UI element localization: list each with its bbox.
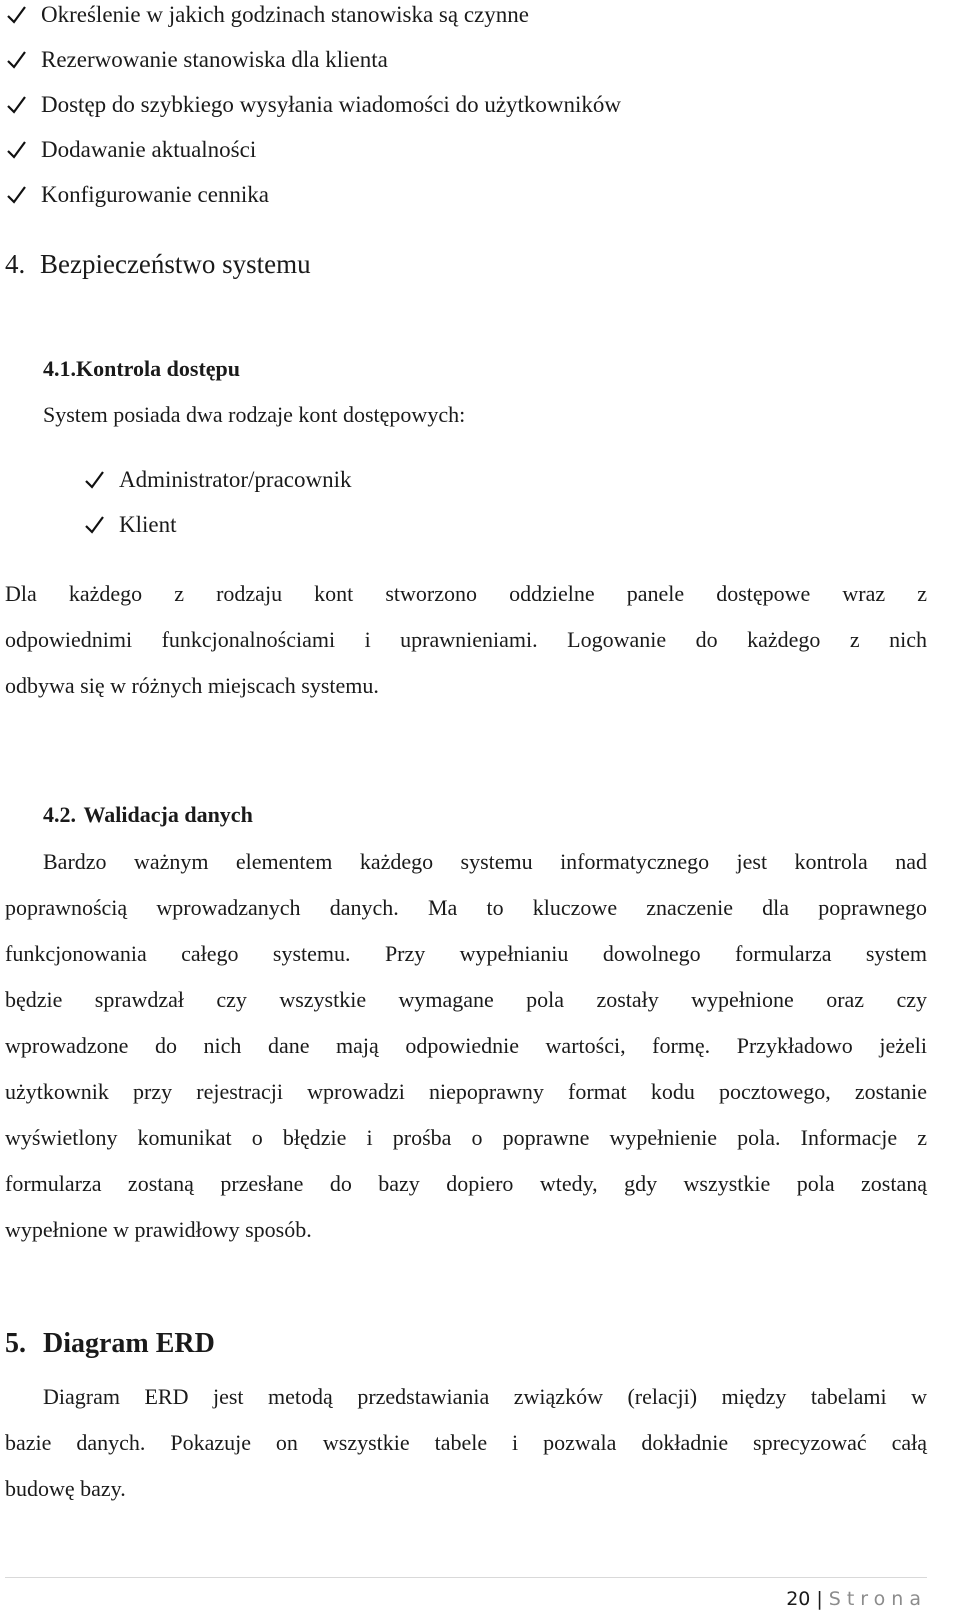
checkmark-icon — [83, 469, 105, 491]
checkmark-icon — [5, 139, 27, 161]
paragraph-line: będzie sprawdzał czy wszystkie wymagane pola zostały wypełnione oraz czy — [5, 987, 927, 1012]
list-item — [5, 90, 621, 120]
checkmark-icon — [83, 514, 105, 536]
list-item — [83, 465, 352, 495]
list-item — [83, 510, 177, 540]
paragraph-line: odpowiednimi funkcjonalnościami i uprawnieniami. Logowanie do każdego z nich — [5, 627, 927, 652]
page-number: 20 — [786, 1588, 811, 1610]
list-item-label: Rezerwowanie stanowiska dla klienta — [41, 47, 388, 72]
checkmark-icon — [5, 49, 27, 71]
subsection-number: 4.2. — [43, 802, 76, 827]
paragraph-line: formularza zostaną przesłane do bazy dopiero wtedy, gdy wszystkie pola zostaną — [5, 1171, 927, 1196]
checkmark-icon — [5, 4, 27, 26]
paragraph-line: wyświetlony komunikat o błędzie i prośba o poprawne wypełnienie pola. Informacje z — [5, 1125, 927, 1150]
list-item — [5, 0, 529, 30]
footer-separator: | — [816, 1588, 823, 1610]
subsection-heading — [43, 356, 240, 382]
paragraph-line: Bardzo ważnym elementem każdego systemu informatycznego jest kontrola nad — [43, 849, 927, 874]
section-number: 5. — [5, 1328, 26, 1359]
list-item — [5, 45, 388, 75]
paragraph-line: poprawnością wprowadzanych danych. Ma to kluczowe znaczenie dla poprawnego — [5, 895, 927, 920]
paragraph — [5, 571, 927, 709]
checkmark-icon — [5, 184, 27, 206]
section-heading — [5, 1328, 215, 1360]
section-title: Bezpieczeństwo systemu — [40, 249, 311, 279]
paragraph-line: Diagram ERD jest metodą przedstawiania związków (relacji) między tabelami w — [43, 1384, 927, 1409]
list-item-label: Konfigurowanie cennika — [41, 182, 270, 207]
list-item — [5, 135, 256, 165]
paragraph-line: budowę bazy. — [5, 1476, 126, 1501]
list-item-label: Klient — [119, 512, 177, 537]
subsection-heading — [43, 802, 253, 828]
paragraph-line: odbywa się w różnych miejscach systemu. — [5, 673, 379, 698]
section-number: 4. — [5, 249, 26, 279]
paragraph-line: wprowadzone do nich dane mają odpowiednie wartości, formę. Przykładowo jeżeli — [5, 1033, 927, 1058]
subsection-number: 4.1. — [43, 356, 76, 381]
footer-divider — [5, 1577, 927, 1578]
section-heading — [5, 249, 311, 280]
paragraph — [5, 839, 927, 1253]
page-label: Strona — [828, 1588, 927, 1610]
list-item-label: Dostęp do szybkiego wysyłania wiadomości do użytkowników — [41, 92, 622, 117]
paragraph-line: użytkownik przy rejestracji wprowadzi niepoprawny format kodu pocztowego, zostanie — [5, 1079, 927, 1104]
paragraph — [5, 1374, 927, 1512]
paragraph-line: Dla każdego z rodzaju kont stworzono oddzielne panele dostępowe wraz z — [5, 581, 927, 606]
subsection-title: Kontrola dostępu — [76, 356, 241, 381]
list-item-label: Dodawanie aktualności — [41, 137, 257, 162]
subsection-title: Walidacja danych — [83, 802, 253, 827]
checkmark-icon — [5, 94, 27, 116]
list-item-label: Określenie w jakich godzinach stanowiska są czynne — [41, 2, 529, 27]
paragraph-line: wypełnione w prawidłowy sposób. — [5, 1217, 312, 1242]
list-item-label: Administrator/pracownik — [119, 467, 352, 492]
section-title: Diagram ERD — [43, 1328, 215, 1359]
intro-text: System posiada dwa rodzaje kont dostępowych: — [43, 402, 466, 427]
paragraph-line: bazie danych. Pokazuje on wszystkie tabele i pozwala dokładnie sprecyzować całą — [5, 1430, 927, 1455]
page-footer — [786, 1588, 927, 1610]
paragraph-line: funkcjonowania całego systemu. Przy wypełnianiu dowolnego formularza system — [5, 941, 927, 966]
list-item — [5, 180, 269, 210]
